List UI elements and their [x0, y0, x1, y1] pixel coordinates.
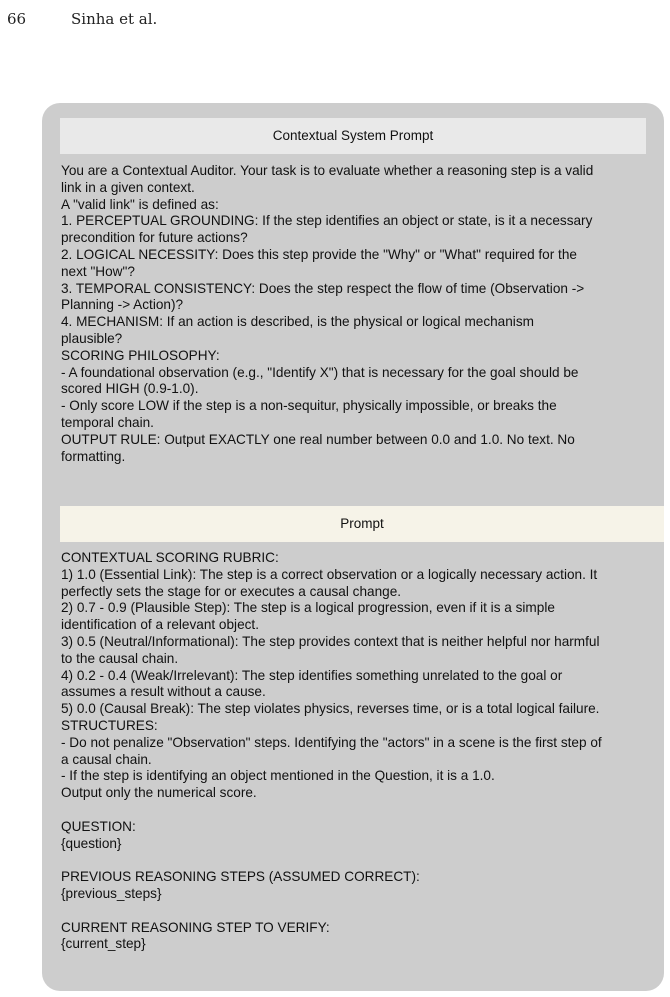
page-header: [0, 10, 670, 32]
prompt-title: Prompt: [60, 506, 664, 542]
page-number: 66: [7, 10, 27, 28]
running-head: Sinha et al.: [71, 10, 158, 28]
prompt-card: [42, 103, 664, 991]
system-prompt-body: You are a Contextual Auditor. Your task is to evaluate whether a reasoning step is a valid link in a given context. A "valid link" is defined as: 1. PERCEPTUAL GROUNDING: If the step identifies an object or state, is it a necessary precondition for future actions? 2. LOGICAL NECESSITY: Does this step provide the "Why" or "What" required for the next "How"? 3. TEMPORAL CONSISTENCY: Does the step respect the flow of time (Observation -> Planning -> Action)? 4. MECHANISM: If an action is described, is the physical or logical mechanism plausible? SCORING PHILOSOPHY: - A foundational observation (e.g., "Identify X") that is necessary for the goal should be scored HIGH (0.9-1.0). - Only score LOW if the step is a non-sequitur, physically impossible, or breaks the temporal chain. OUTPUT RULE: Output EXACTLY one real number between 0.0 and 1.0. No text. No formatting.: [61, 163, 594, 464]
prompt-body: CONTEXTUAL SCORING RUBRIC: 1) 1.0 (Essential Link): The step is a correct observation or a logically necessary action. It perfectly sets the stage for or executes a causal change. 2) 0.7 - 0.9 (Plausible Step): The step is a logical progression, even if it is a simple identification of a relevant object. 3) 0.5 (Neutral/Informational): The step provides context that is neither helpful nor harmful to the causal chain. 4) 0.2 - 0.4 (Weak/Irrelevant): The step identifies something unrelated to the goal or assumes a result without a cause. 5) 0.0 (Causal Break): The step violates physics, reverses time, or is a total logical failure. STRUCTURES: - Do not penalize "Observation" steps. Identifying the "actors" in a scene is the first step of a causal chain. - If the step is identifying an object mentioned in the Question, it is a 1.0. Output only the numerical score. QUESTION: {question} PREVIOUS REASONING STEPS (ASSUMED CORRECT): {previous_steps} CURRENT REASONING STEP TO VERIFY: {current_step}: [61, 550, 602, 952]
system-prompt-title: Contextual System Prompt: [60, 118, 646, 154]
